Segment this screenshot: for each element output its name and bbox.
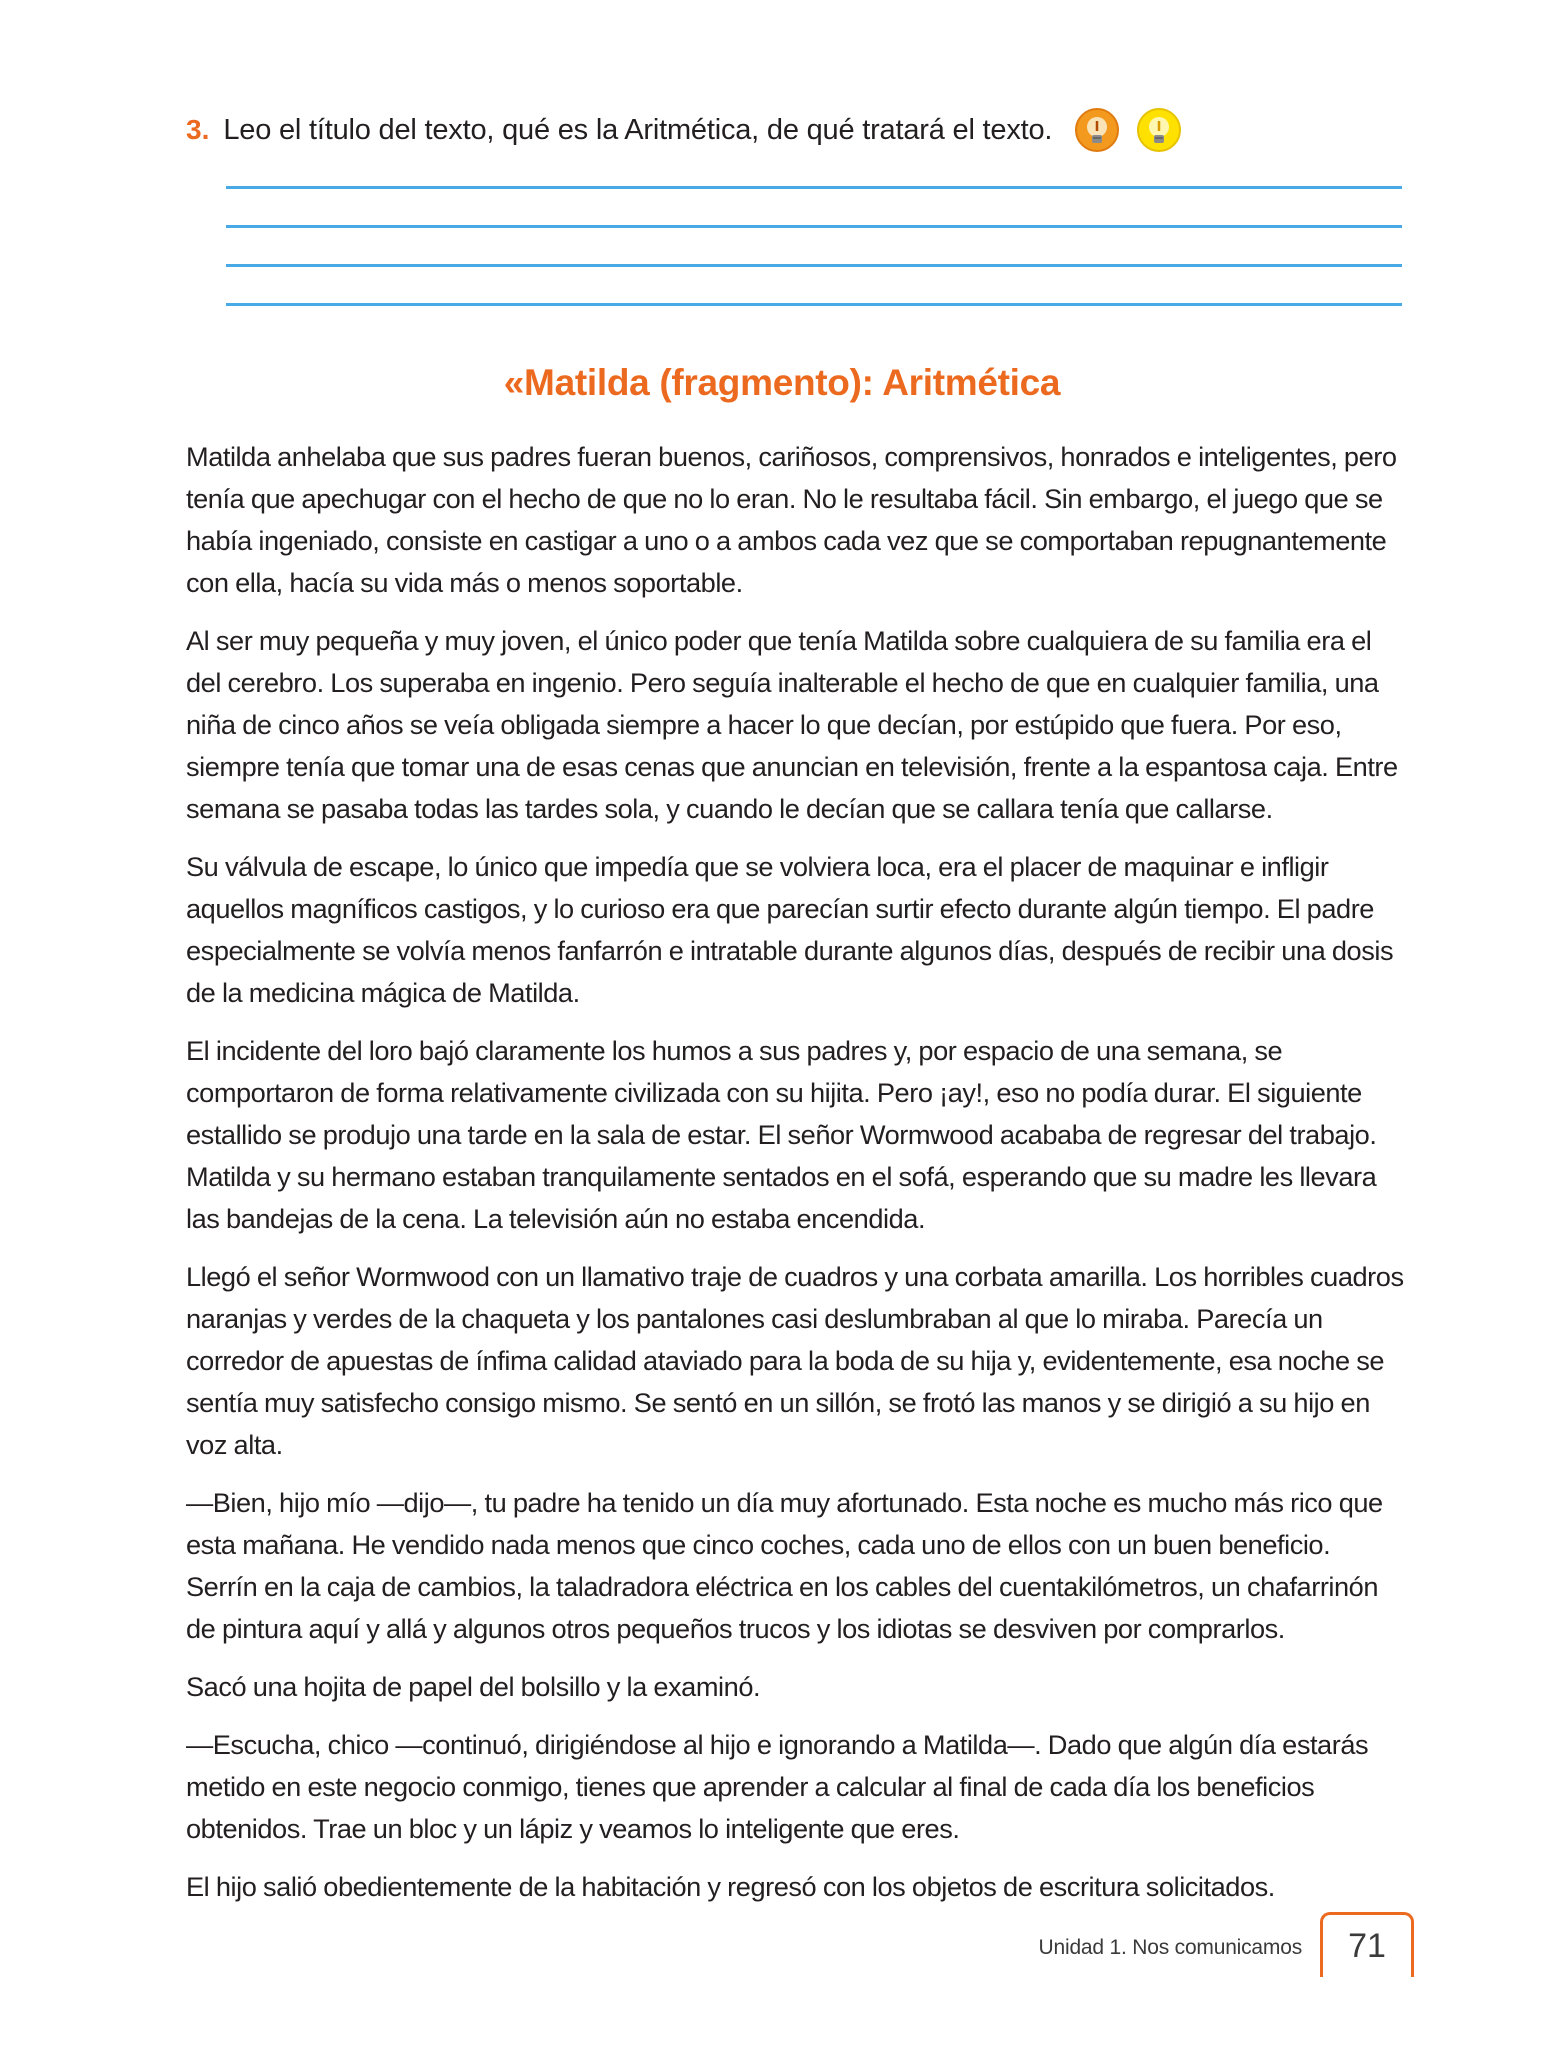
answer-line[interactable]	[226, 303, 1402, 306]
answer-line[interactable]	[226, 225, 1402, 228]
activity-number: 3.	[186, 114, 210, 145]
reading-title: «Matilda (fragmento): Aritmética	[503, 362, 1061, 403]
answer-line[interactable]	[226, 186, 1402, 189]
paragraph: El hijo salió obedientemente de la habitación y regresó con los objetos de escritura solicitados.	[186, 1871, 1275, 1902]
page-number: 71	[1320, 1912, 1414, 1977]
answer-line[interactable]	[226, 264, 1402, 267]
paragraph: —Escucha, chico —continuó, dirigiéndose al hijo e ignorando a Matilda—. Dado que algún día estarás metido en este negocio conmigo, tienes que aprender a calcular al final de cada día los beneficios obtenidos. Trae un bloc y un lápiz y veamos lo inteligente que eres.	[186, 1729, 1369, 1844]
reading-body	[186, 436, 1408, 1924]
paragraph: Llegó el señor Wormwood con un llamativo traje de cuadros y una corbata amarilla. Los horribles cuadros naranjas y verdes de la chaqueta y los pantalones casi deslumbraban al que lo miraba. Parecía un corredor de apuestas de ínfima calidad ataviado para la boda de su hija y, evidentemente, esa noche se sentía muy satisfecho consigo mismo. Se sentó en un sillón, se frotó las manos y se dirigió a su hijo en voz alta.	[186, 1261, 1404, 1460]
lightbulb-orange-icon	[1074, 107, 1120, 153]
paragraph: El incidente del loro bajó claramente los humos a sus padres y, por espacio de una semana, se comportaron de forma relativamente civilizada con su hijita. Pero ¡ay!, eso no podía durar. El siguiente estallido se produjo una tarde en la sala de estar. El señor Wormwood acababa de regresar del trabajo. Matilda y su hermano estaban tranquilamente sentados en el sofá, esperando que su madre les llevara las bandejas de la cena. La televisión aún no estaba encendida.	[186, 1035, 1377, 1234]
paragraph: —Bien, hijo mío —dijo—, tu padre ha tenido un día muy afortunado. Esta noche es mucho más rico que esta mañana. He vendido nada menos que cinco coches, cada uno de ellos con un buen beneficio. Serrín en la caja de cambios, la taladradora eléctrica en los cables del cuentakilómetros, un chafarrinón de pintura aquí y allá y algunos otros pequeños trucos y los idiotas se desviven por comprarlos.	[186, 1487, 1383, 1644]
activity-question	[186, 104, 1406, 156]
paragraph: Matilda anhelaba que sus padres fueran buenos, cariñosos, comprensivos, honrados e inteligentes, pero tenía que apechugar con el hecho de que no lo eran. No le resultaba fácil. Sin embargo, el juego que se había ingeniado, consiste en castigar a uno o a ambos cada vez que se comportaban repugnantemente con ella, hacía su vida más o menos soportable.	[186, 441, 1397, 598]
unit-label: Unidad 1. Nos comunicamos	[1038, 1936, 1302, 1959]
paragraph: Al ser muy pequeña y muy joven, el único poder que tenía Matilda sobre cualquiera de su familia era el del cerebro. Los superaba en ingenio. Pero seguía inalterable el hecho de que en cualquier familia, una niña de cinco años se veía obligada siempre a hacer lo que decían, por estúpido que fuera. Por eso, siempre tenía que tomar una de esas cenas que anuncian en televisión, frente a la espantosa caja. Entre semana se pasaba todas las tardes sola, y cuando le decían que se callara tenía que callarse.	[186, 625, 1398, 824]
answer-lines[interactable]	[226, 186, 1402, 342]
paragraph: Su válvula de escape, lo único que impedía que se volviera loca, era el placer de maquinar e infligir aquellos magníficos castigos, y lo curioso era que parecían surtir efecto durante algún tiempo. El padre especialmente se volvía menos fanfarrón e intratable durante algunos días, después de recibir una dosis de la medicina mágica de Matilda.	[186, 851, 1394, 1008]
paragraph: Sacó una hojita de papel del bolsillo y la examinó.	[186, 1671, 761, 1702]
activity-prompt: Leo el título del texto, qué es la Aritmética, de qué tratará el texto.	[223, 113, 1053, 146]
lightbulb-yellow-icon	[1136, 107, 1182, 153]
